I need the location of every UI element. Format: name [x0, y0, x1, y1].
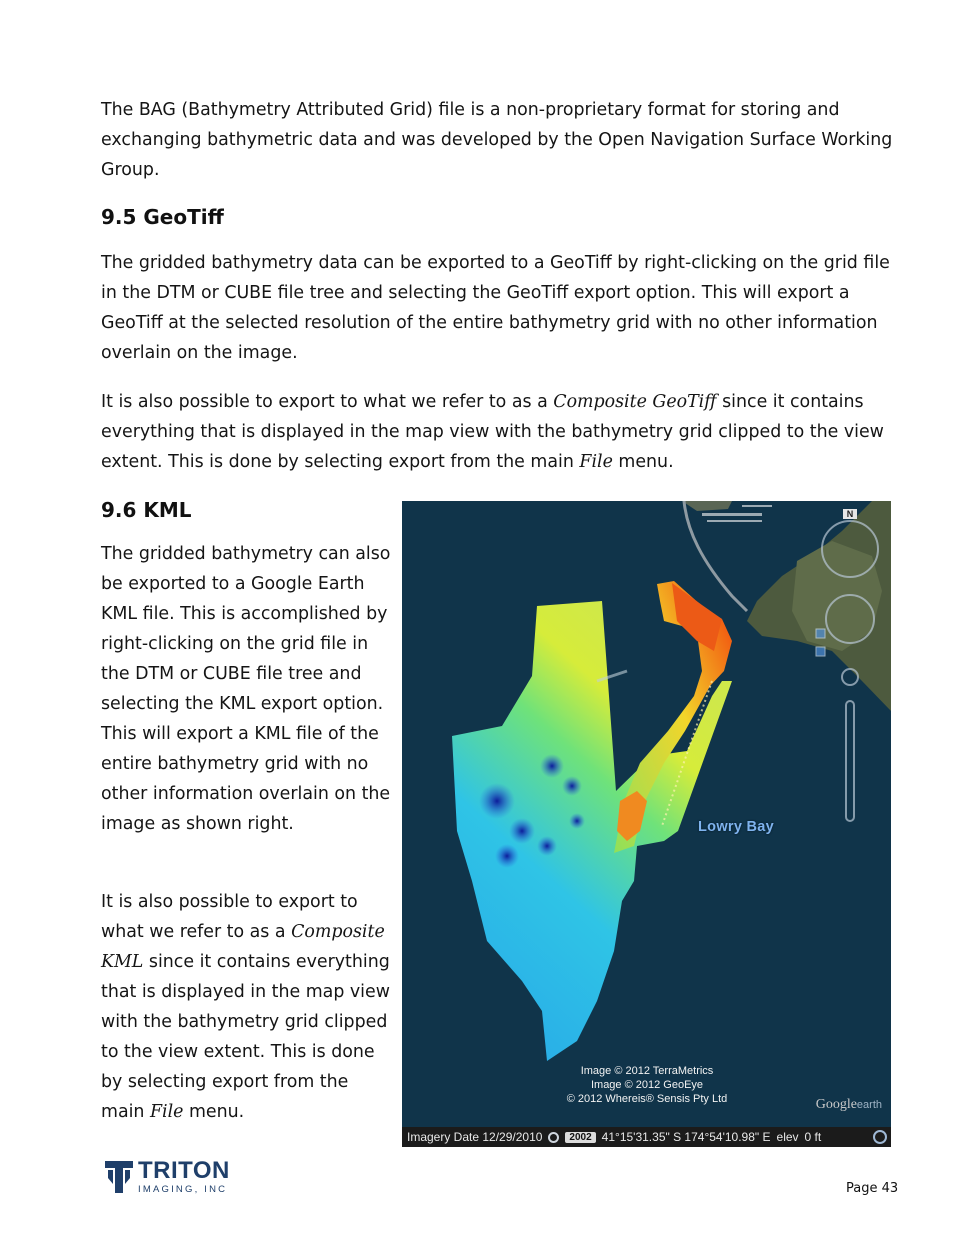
- emphasis-composite-kml: Composite KML: [101, 922, 385, 972]
- geotiff-p2-text-a: It is also possible to export to what we refer to as a: [101, 392, 554, 412]
- map-imagery: [402, 501, 891, 1147]
- kml-p2-text-a: It is also possible to export to what we refer to as a: [101, 892, 358, 942]
- triton-trident-icon: [104, 1160, 134, 1194]
- emphasis-file-menu: File: [149, 1102, 184, 1122]
- intro-paragraph: The BAG (Bathymetry Attributed Grid) file is a non-proprietary format for storing and exchanging bathymetric data and was developed by the Open Navigation Surface Working Group.: [101, 100, 893, 180]
- section-heading-geotiff: 9.5 GeoTiff: [101, 205, 224, 229]
- emphasis-file-menu: File: [579, 452, 613, 472]
- eye-altitude-readout: 0 ft: [804, 1130, 822, 1144]
- logo-name: TRITON: [138, 1157, 230, 1184]
- geotiff-p2-text-b: since it contains everything that is displayed in the map view with the bathymetry grid clipped to the view extent. This is done by selecting export from the main: [101, 392, 884, 472]
- brand-earth: earth: [856, 1099, 882, 1111]
- kml-paragraph-1: The gridded bathymetry can also be exported to a Google Earth KML file. This is accomplished by right-clicking on the grid file in the DTM or CUBE file tree and selecting the KML export option. This will export a KML file of the entire bathymetry grid with no other information overlain on the image as shown right.: [101, 544, 391, 834]
- place-label-lowry-bay: Lowry Bay: [698, 819, 775, 835]
- credit-line-3: © 2012 Whereis® Sensis Pty Ltd: [566, 1093, 728, 1105]
- credit-line-1: Image © 2012 TerraMetrics: [580, 1065, 714, 1077]
- page-number: Page 43: [846, 1181, 899, 1196]
- geotiff-paragraph-2: [101, 387, 901, 477]
- historical-imagery-clock-icon[interactable]: [548, 1132, 559, 1143]
- imagery-credits: [532, 1064, 762, 1106]
- kml-p2-text-b: since it contains everything that is displayed in the map view with the bathymetry grid clipped to the view extent. This is done by selecting export from the main: [101, 952, 390, 1122]
- coordinates-readout: 41°15'31.35" S 174°54'10.98" E: [601, 1130, 771, 1144]
- compass-north-label: N: [846, 509, 854, 519]
- kml-paragraph-2: [101, 887, 393, 1127]
- map-status-bar: [402, 1127, 891, 1147]
- elevation-label: elev: [776, 1130, 799, 1144]
- google-earth-map-figure: [402, 501, 891, 1147]
- imagery-date: Imagery Date 12/29/2010: [407, 1130, 543, 1144]
- credit-line-2: Image © 2012 GeoEye: [590, 1079, 704, 1091]
- section-heading-kml: 9.6 KML: [101, 498, 192, 522]
- geotiff-paragraph-1: The gridded bathymetry data can be exported to a GeoTiff by right-clicking on the grid file in the DTM or CUBE file tree and selecting the GeoTiff export option. This will export a GeoTiff at the selected resolution of the entire bathymetry grid with no other information overlain on the image.: [101, 253, 890, 363]
- imagery-year-badge: 2002: [565, 1132, 595, 1143]
- logo-subtitle: IMAGING, INC: [138, 1184, 228, 1195]
- geotiff-p2-text-c: menu.: [612, 452, 674, 472]
- kml-p2-text-c: menu.: [183, 1102, 245, 1122]
- streaming-status-ring-icon: [873, 1130, 887, 1144]
- emphasis-composite-geotiff: Composite GeoTiff: [553, 392, 717, 412]
- triton-imaging-logo: [104, 1157, 230, 1195]
- brand-google: Google: [815, 1097, 857, 1112]
- google-earth-watermark: [816, 1097, 882, 1113]
